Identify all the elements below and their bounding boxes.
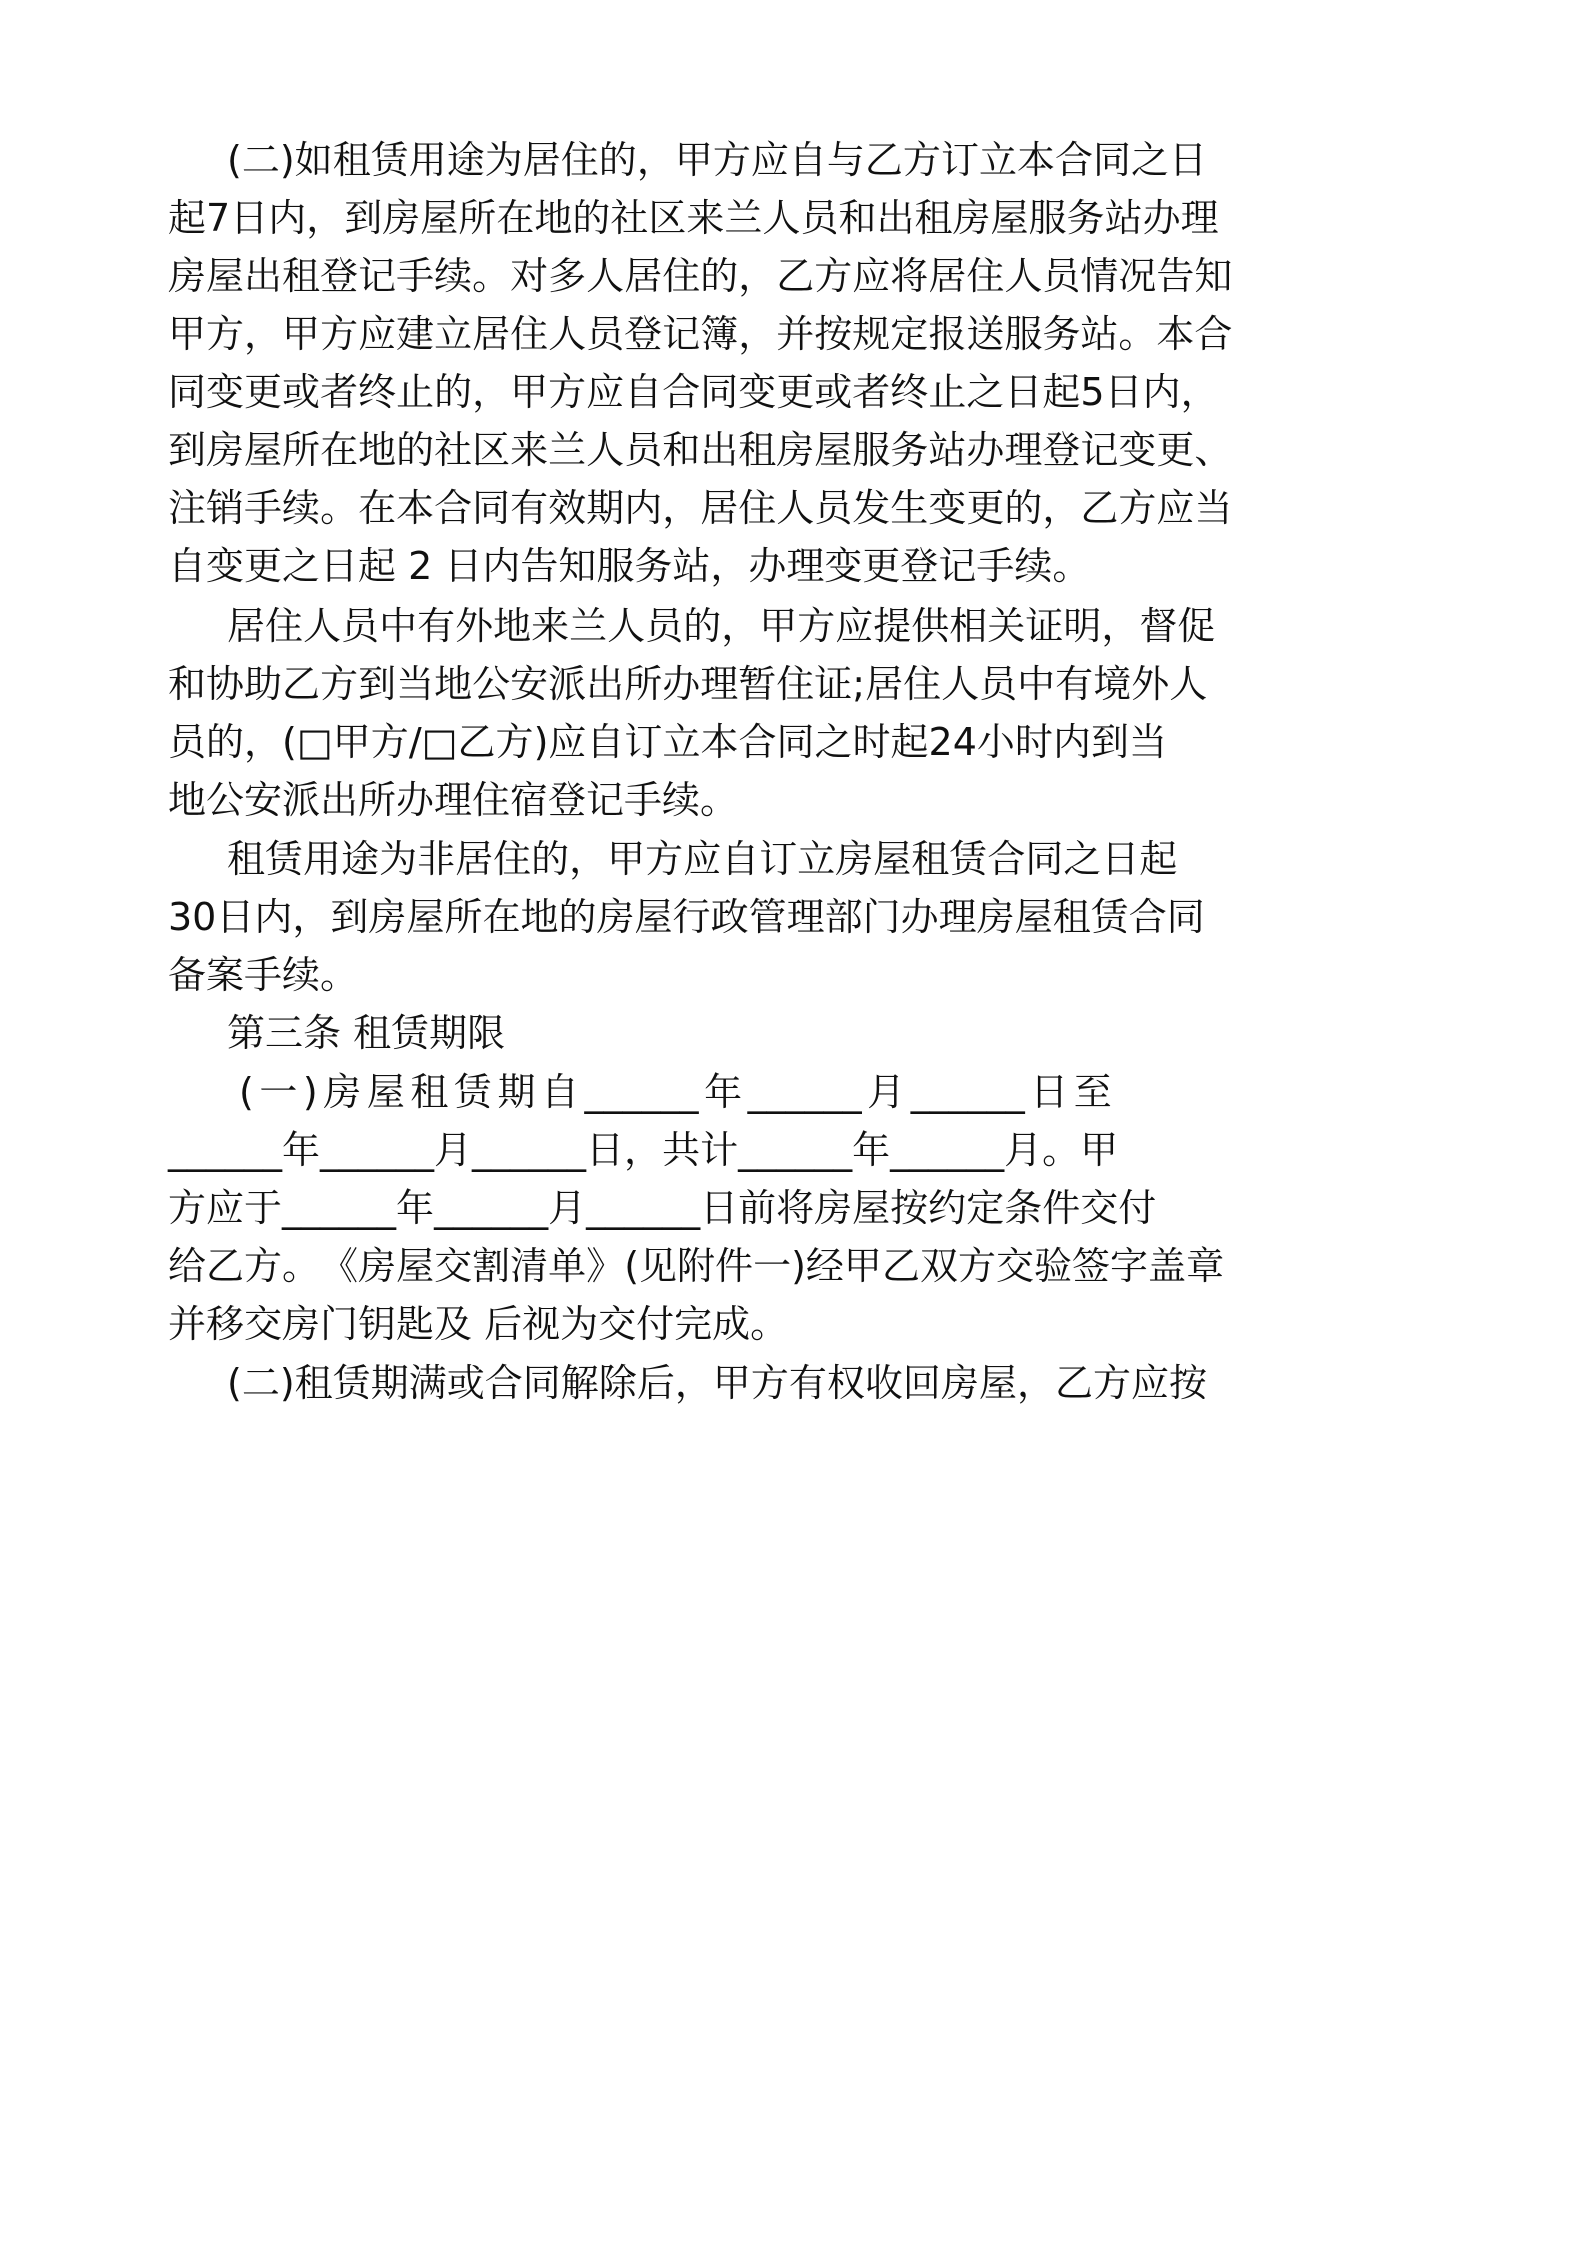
text-line: 和 协 助 乙 方 到 当 地 公 安 派 出 所 办 理 暂 住 证 ; 居 住 人 员 中 有 境 外 人 [168, 662, 1208, 706]
section-heading: 第三条 租赁期限 [227, 1011, 506, 1055]
text-line: 并移交房门钥匙及 后视为交付完成。 [168, 1302, 789, 1346]
text-line: ( 二 ) 如 租 赁 用 途 为 居 住 的 ， 甲 方 应 自 与 乙 方 订 立 本 合 同 之 日 [227, 138, 1208, 182]
text-line: 租 赁 用 途 为 非 居 住 的 ， 甲 方 应 自 订 立 房 屋 租 赁 合 同 之 日 起 [227, 837, 1178, 881]
text-line: ( 一 ) 房 屋 租 赁 期 自 ______ 年 ______ 月 ______ 日 至 [239, 1070, 1112, 1114]
text-line: ______ 年 ______ 月 ______ 日 ， 共 计 ______ 年 ______ 月 。 甲 [168, 1128, 1119, 1172]
text-line: 居 住 人 员 中 有 外 地 来 兰 人 员 的 ， 甲 方 应 提 供 相 关 证 明 ， 督 促 [227, 604, 1216, 648]
text-line: 注 销 手 续 。 在 本 合 同 有 效 期 内 ， 居 住 人 员 发 生 变 更 的 ， 乙 方 应 当 [168, 486, 1233, 530]
text-line: 到 房 屋 所 在 地 的 社 区 来 兰 人 员 和 出 租 房 屋 服 务 站 办 理 登 记 变 更 、 [168, 428, 1233, 472]
text-line: 同 变 更 或 者 终 止 的 ， 甲 方 应 自 合 同 变 更 或 者 终 止 之 日 起 5 日 内 ， [168, 370, 1219, 414]
text-line: 员 的 ， ( □ 甲 方 / □ 乙 方 ) 应 自 订 立 本 合 同 之 时 起 24 小 时 内 到 当 [168, 720, 1167, 764]
text-line: 起 7 日 内 ， 到 房 屋 所 在 地 的 社 区 来 兰 人 员 和 出 租 房 屋 服 务 站 办 理 [168, 196, 1219, 240]
text-line: 自变更之日起 2 日内告知服务站，办理变更登记手续。 [168, 544, 1091, 588]
text-line: 方 应 于 ______ 年 ______ 月 ______ 日 前 将 房 屋 按 约 定 条 件 交 付 [168, 1186, 1157, 1230]
text-line: 给 乙 方 。 《 房 屋 交 割 清 单 》 ( 见 附 件 一 ) 经 甲 乙 双 方 交 验 签 字 盖 章 [168, 1244, 1225, 1288]
text-line: 备案手续。 [168, 953, 359, 997]
text-line: 房 屋 出 租 登 记 手 续 。 对 多 人 居 住 的 ， 乙 方 应 将 居 住 人 员 情 况 告 知 [168, 254, 1233, 298]
text-line: 地公安派出所办理住宿登记手续。 [168, 778, 739, 822]
text-line: ( 二 ) 租 赁 期 满 或 合 同 解 除 后 ， 甲 方 有 权 收 回 房 屋 ， 乙 方 应 按 [227, 1361, 1208, 1405]
text-line: 30 日 内 ， 到 房 屋 所 在 地 的 房 屋 行 政 管 理 部 门 办 理 房 屋 租 赁 合 同 [168, 895, 1205, 939]
text-line: 甲 方 ， 甲 方 应 建 立 居 住 人 员 登 记 簿 ， 并 按 规 定 报 送 服 务 站 。 本 合 [168, 312, 1233, 356]
